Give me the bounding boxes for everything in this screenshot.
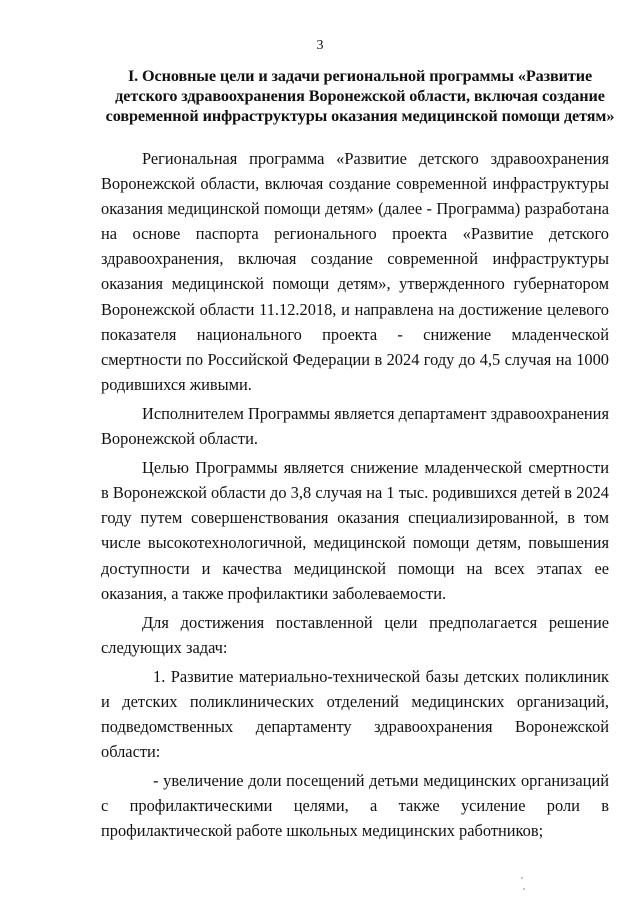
paragraph-task-1: 1. Развитие материально-технической базы детских поликлиник и детских поликлинических отделений медицинских организаций, подведомственных департаменту здравоохранения Воронежской области:	[101, 666, 609, 762]
body-text	[101, 146, 609, 848]
paragraph-task-1-bullet: - увеличение доли посещений детьми медицинских организаций с профилактическими целями, а также усиление роли в профилактической работе школьных медицинских работников;	[101, 771, 609, 841]
section-heading: I. Основные цели и задачи региональной программы «Развитие детского здравоохранения Воронежской области, включая создание современной инфраструктуры оказания медицинской помощи детям»	[105, 67, 615, 125]
paragraph-program-description: Региональная программа «Развитие детского здравоохранения Воронежской области, включая создание современной инфраструктуры оказания медицинской помощи детям» (далее - Программа) разработана на основе паспорта регионального проекта «Развитие детского здравоохранения, включая создание современной инфраструктуры оказания медицинской помощи детям», утвержденного губернатором Воронежской области 11.12.2018, и направлена на достижение целевого показателя национального проекта - снижение младенческой смертности по Российской Федерации в 2024 году до 4,5 случая на 1000 родившихся живыми.	[101, 149, 609, 394]
scan-speck	[523, 888, 525, 890]
scan-speck	[521, 877, 523, 879]
paragraph-tasks-intro: Для достижения поставленной цели предполагается решение следующих задач:	[101, 612, 609, 657]
paragraph-goal: Целью Программы является снижение младенческой смертности в Воронежской области до 3,8 случая на 1 тыс. родившихся детей в 2024 году путем совершенствования оказания специализированной, в том числе высокотехнологичной, медицинской помощи детям, повышения доступности и качества медицинской помощи на всех этапах ее оказания, а также профилактики заболеваемости.	[101, 458, 609, 603]
paragraph-executor: Исполнителем Программы является департамент здравоохранения Воронежской области.	[101, 403, 609, 449]
page-number: 3	[316, 38, 324, 53]
